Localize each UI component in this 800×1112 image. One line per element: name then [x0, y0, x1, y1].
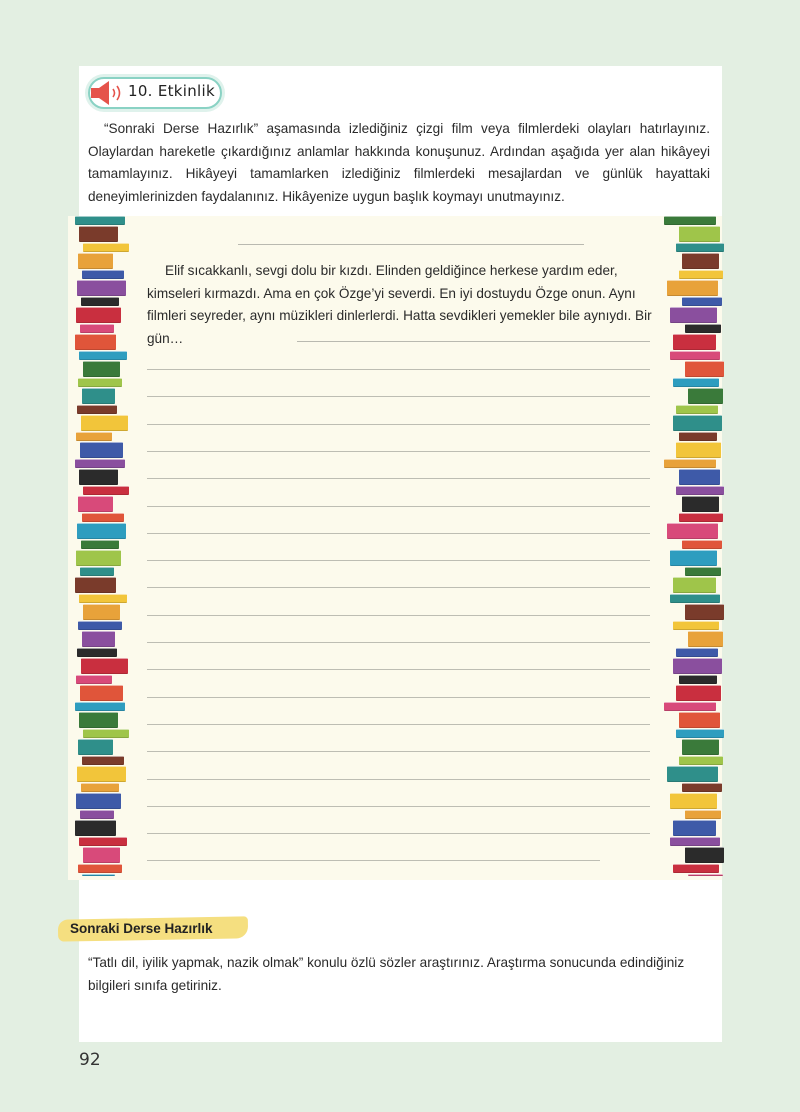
book-spine: [82, 874, 115, 876]
book-spine: [83, 486, 129, 495]
book-spine: [679, 513, 723, 522]
book-spine: [679, 675, 717, 684]
book-spine: [685, 324, 721, 333]
book-spine: [78, 378, 122, 387]
writing-line[interactable]: [147, 697, 650, 698]
book-spine: [78, 739, 113, 755]
book-spine: [79, 712, 118, 728]
book-spine: [80, 442, 123, 458]
book-spine: [688, 874, 723, 876]
book-spine: [676, 729, 724, 738]
book-spine: [670, 307, 717, 323]
book-spine: [80, 685, 123, 701]
book-spine: [77, 280, 126, 296]
book-spine: [79, 351, 127, 360]
writing-line[interactable]: [147, 587, 650, 588]
book-spine: [682, 253, 719, 269]
writing-line[interactable]: [147, 424, 650, 425]
book-spine: [80, 810, 114, 819]
book-spine: [79, 594, 127, 603]
book-spine: [688, 631, 723, 647]
writing-line[interactable]: [147, 533, 650, 534]
book-spine: [76, 675, 112, 684]
book-spine: [77, 648, 117, 657]
book-spine: [682, 297, 722, 306]
book-spine: [79, 837, 127, 846]
book-spine: [82, 270, 124, 279]
book-spine: [670, 550, 717, 566]
writing-line[interactable]: [147, 642, 650, 643]
book-spine: [676, 685, 721, 701]
book-spine: [81, 783, 119, 792]
book-spine: [75, 216, 125, 225]
writing-line[interactable]: [147, 396, 650, 397]
writing-line[interactable]: [147, 751, 650, 752]
book-spine: [83, 729, 129, 738]
book-spine: [682, 540, 722, 549]
book-spine: [667, 523, 718, 539]
book-spine: [83, 243, 129, 252]
writing-line[interactable]: [147, 724, 650, 725]
instructions-paragraph: “Sonraki Derse Hazırlık” aşamasında izlediğiniz çizgi film veya filmlerdeki olayları hatırlayınız. Olaylardan hareketle çıkardığınız anlamlar hakkında konuşunuz. Ardından aşağıda yer alan hikâyeyi tamamlayınız. Hikâyeyi tamamlarken izlediğiniz filmlerdeki mesajlardan ve günlük hayattaki deneyimlerinizden faydalanınız. Hikâyenize uygun başlık koymayı unutmayınız.: [88, 121, 710, 204]
book-spine: [679, 270, 723, 279]
book-spine: [82, 388, 115, 404]
book-spine: [685, 847, 724, 863]
prep-paragraph: “Tatlı dil, iyilik yapmak, nazik olmak” konulu özlü sözler araştırınız. Araştırma sonucunda edindiğiniz bilgileri sınıfa getiriniz.: [88, 955, 685, 993]
book-spine: [75, 702, 125, 711]
book-spine: [673, 864, 719, 873]
book-spine: [673, 577, 716, 593]
book-spine: [75, 459, 125, 468]
book-spine: [76, 793, 121, 809]
book-spine: [79, 469, 118, 485]
book-spine: [79, 226, 118, 242]
book-spine: [670, 793, 717, 809]
book-spine: [679, 469, 720, 485]
book-spine: [81, 415, 128, 431]
book-spine: [670, 594, 720, 603]
book-spine: [76, 307, 121, 323]
story-continuation-line[interactable]: [297, 341, 650, 342]
book-spine: [688, 388, 723, 404]
book-spine: [76, 432, 112, 441]
book-spine: [685, 567, 721, 576]
book-spine: [673, 415, 722, 431]
writing-line[interactable]: [147, 478, 650, 479]
book-spine: [75, 820, 116, 836]
book-spine: [682, 739, 719, 755]
writing-line[interactable]: [147, 860, 600, 861]
book-spine: [78, 496, 113, 512]
book-spine: [78, 621, 122, 630]
book-spine: [80, 567, 114, 576]
page-number: 92: [79, 1050, 101, 1070]
writing-line[interactable]: [147, 615, 650, 616]
writing-line[interactable]: [147, 560, 650, 561]
book-spine: [685, 361, 724, 377]
writing-line[interactable]: [147, 451, 650, 452]
book-spine: [676, 405, 718, 414]
book-spine: [83, 361, 120, 377]
writing-line[interactable]: [147, 833, 650, 834]
book-spine: [77, 766, 126, 782]
book-spine: [685, 604, 724, 620]
book-spine: [82, 513, 124, 522]
book-spine: [673, 378, 719, 387]
book-spine: [679, 226, 720, 242]
writing-line[interactable]: [147, 806, 650, 807]
book-spine: [76, 550, 121, 566]
book-spine: [80, 324, 114, 333]
prep-label: Sonraki Derse Hazırlık: [70, 921, 213, 936]
book-spine: [83, 847, 120, 863]
book-spine: [667, 766, 718, 782]
book-spine: [75, 577, 116, 593]
book-spine: [82, 756, 124, 765]
writing-line[interactable]: [147, 369, 650, 370]
book-spine: [673, 820, 716, 836]
book-spine: [78, 864, 122, 873]
book-spine: [673, 658, 722, 674]
book-spine: [676, 486, 724, 495]
writing-line[interactable]: [147, 779, 650, 780]
book-spine: [664, 216, 716, 225]
story-opening: Elif sıcakkanlı, sevgi dolu bir kızdı. Elinden geldiğince herkese yardım eder, kimseleri kırmazdı. Ama en çok Özge’yi severdi. En iyi dostuydu Özge onun. Aynı filmleri seyreder, aynı müzikleri dinlerlerdi. Hatta sevdikleri yemekler bile aynıydı. Bir gün…: [147, 263, 652, 346]
book-spine: [670, 837, 720, 846]
book-spine: [676, 442, 721, 458]
book-spine: [679, 432, 717, 441]
book-spine: [679, 756, 723, 765]
book-spine: [670, 351, 720, 360]
book-spine: [673, 621, 719, 630]
book-spine: [667, 280, 718, 296]
book-spine: [676, 243, 724, 252]
book-spine: [682, 783, 722, 792]
book-spine: [83, 604, 120, 620]
writing-line[interactable]: [147, 669, 650, 670]
book-spine: [673, 334, 716, 350]
book-spine: [685, 810, 721, 819]
writing-line[interactable]: [147, 506, 650, 507]
book-spine: [676, 648, 718, 657]
book-spine: [81, 658, 128, 674]
book-spine: [78, 253, 113, 269]
book-spine: [81, 297, 119, 306]
book-spine: [81, 540, 119, 549]
book-spine: [77, 405, 117, 414]
book-spine: [664, 459, 716, 468]
book-spine: [82, 631, 115, 647]
book-spine: [664, 702, 716, 711]
activity-title: 10. Etkinlik: [128, 82, 215, 100]
book-spine: [75, 334, 116, 350]
story-title-line[interactable]: [238, 244, 584, 245]
book-spine: [77, 523, 126, 539]
book-spine: [679, 712, 720, 728]
book-spine: [682, 496, 719, 512]
speaker-icon: [89, 80, 129, 106]
